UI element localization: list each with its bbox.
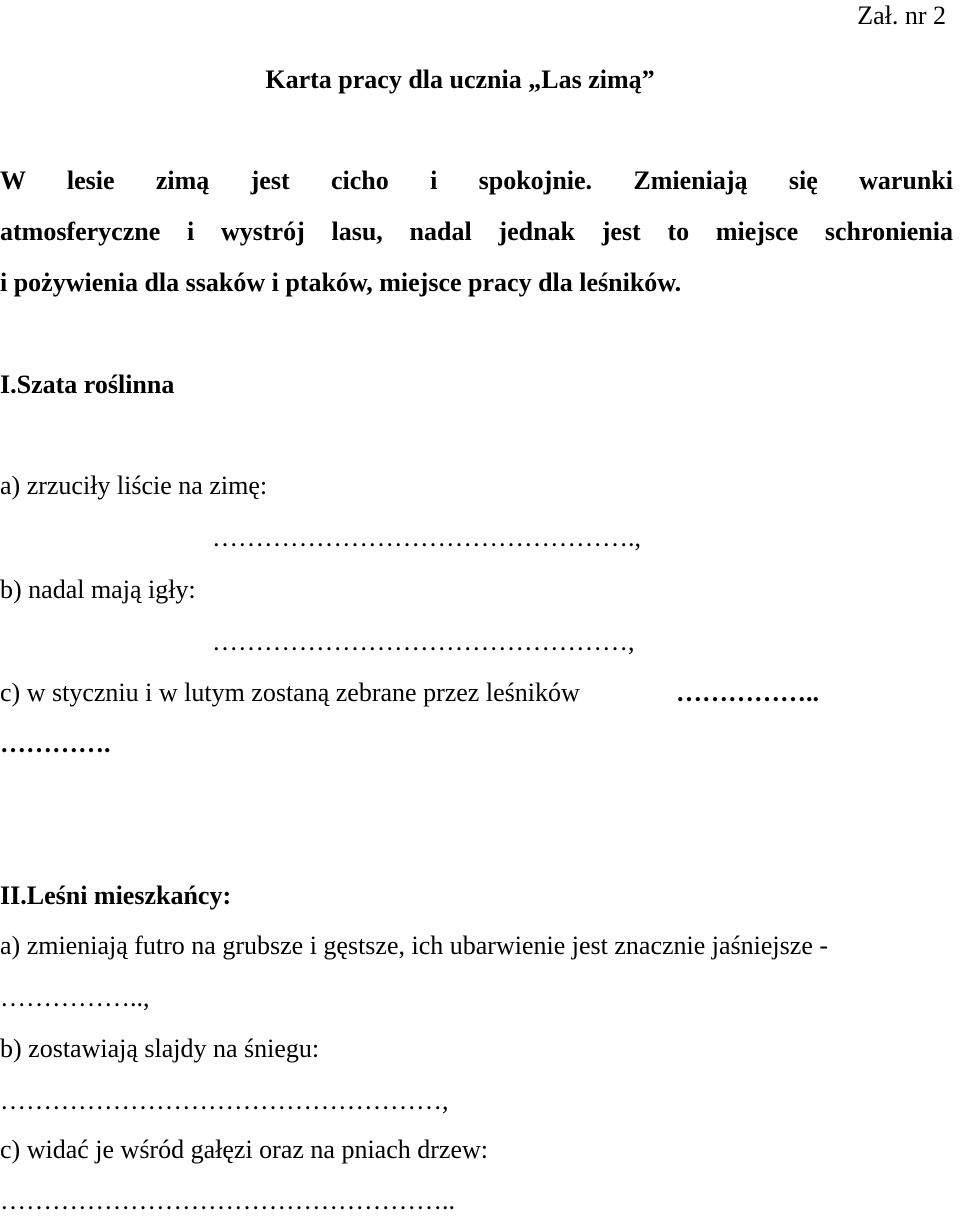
section-2-item-c-blank: ……………………………………………..: [0, 1186, 455, 1215]
intro-line-1: W lesie zimą jest cicho i spokojnie. Zmieniają się warunki: [0, 166, 953, 195]
intro-line-3: i pożywienia dla ssaków i ptaków, miejsce pracy dla leśników.: [0, 268, 682, 297]
section-1-heading: I.Szata roślinna: [0, 370, 175, 399]
section-2-item-a-blank: ……………..,: [0, 983, 150, 1012]
section-2-item-b-label: b) zostawiają slajdy na śniegu:: [0, 1034, 320, 1063]
section-1-item-c-label: c) w styczniu i w lutym zostaną zebrane przez leśników: [0, 678, 580, 707]
section-1-item-a-label: a) zrzuciły liście na zimę:: [0, 471, 268, 500]
section-1-item-c-blank-2: ………….: [0, 729, 111, 758]
section-2-heading: II.Leśni mieszkańcy:: [0, 881, 232, 910]
document-title: Karta pracy dla ucznia „Las zimą”: [265, 65, 655, 94]
section-2-item-c-label: c) widać je wśród gałęzi oraz na pniach drzew:: [0, 1135, 488, 1164]
section-1-item-c-blank-1: ……………..: [676, 678, 819, 707]
section-1-item-b-label: b) nadal mają igły:: [0, 575, 196, 604]
section-1-item-a-blank: ………………………………………….,: [212, 523, 641, 552]
intro-line-2: atmosferyczne i wystrój lasu, nadal jednak jest to miejsce schronienia: [0, 217, 953, 246]
section-2-item-b-blank: ……………………………………………,: [0, 1086, 449, 1115]
section-2-item-a-label: a) zmieniają futro na grubsze i gęstsze, ich ubarwienie jest znacznie jaśniejsze -: [0, 931, 829, 960]
annex-label: Zał. nr 2: [857, 1, 946, 30]
section-1-item-b-blank: …………………………………………,: [212, 627, 635, 656]
